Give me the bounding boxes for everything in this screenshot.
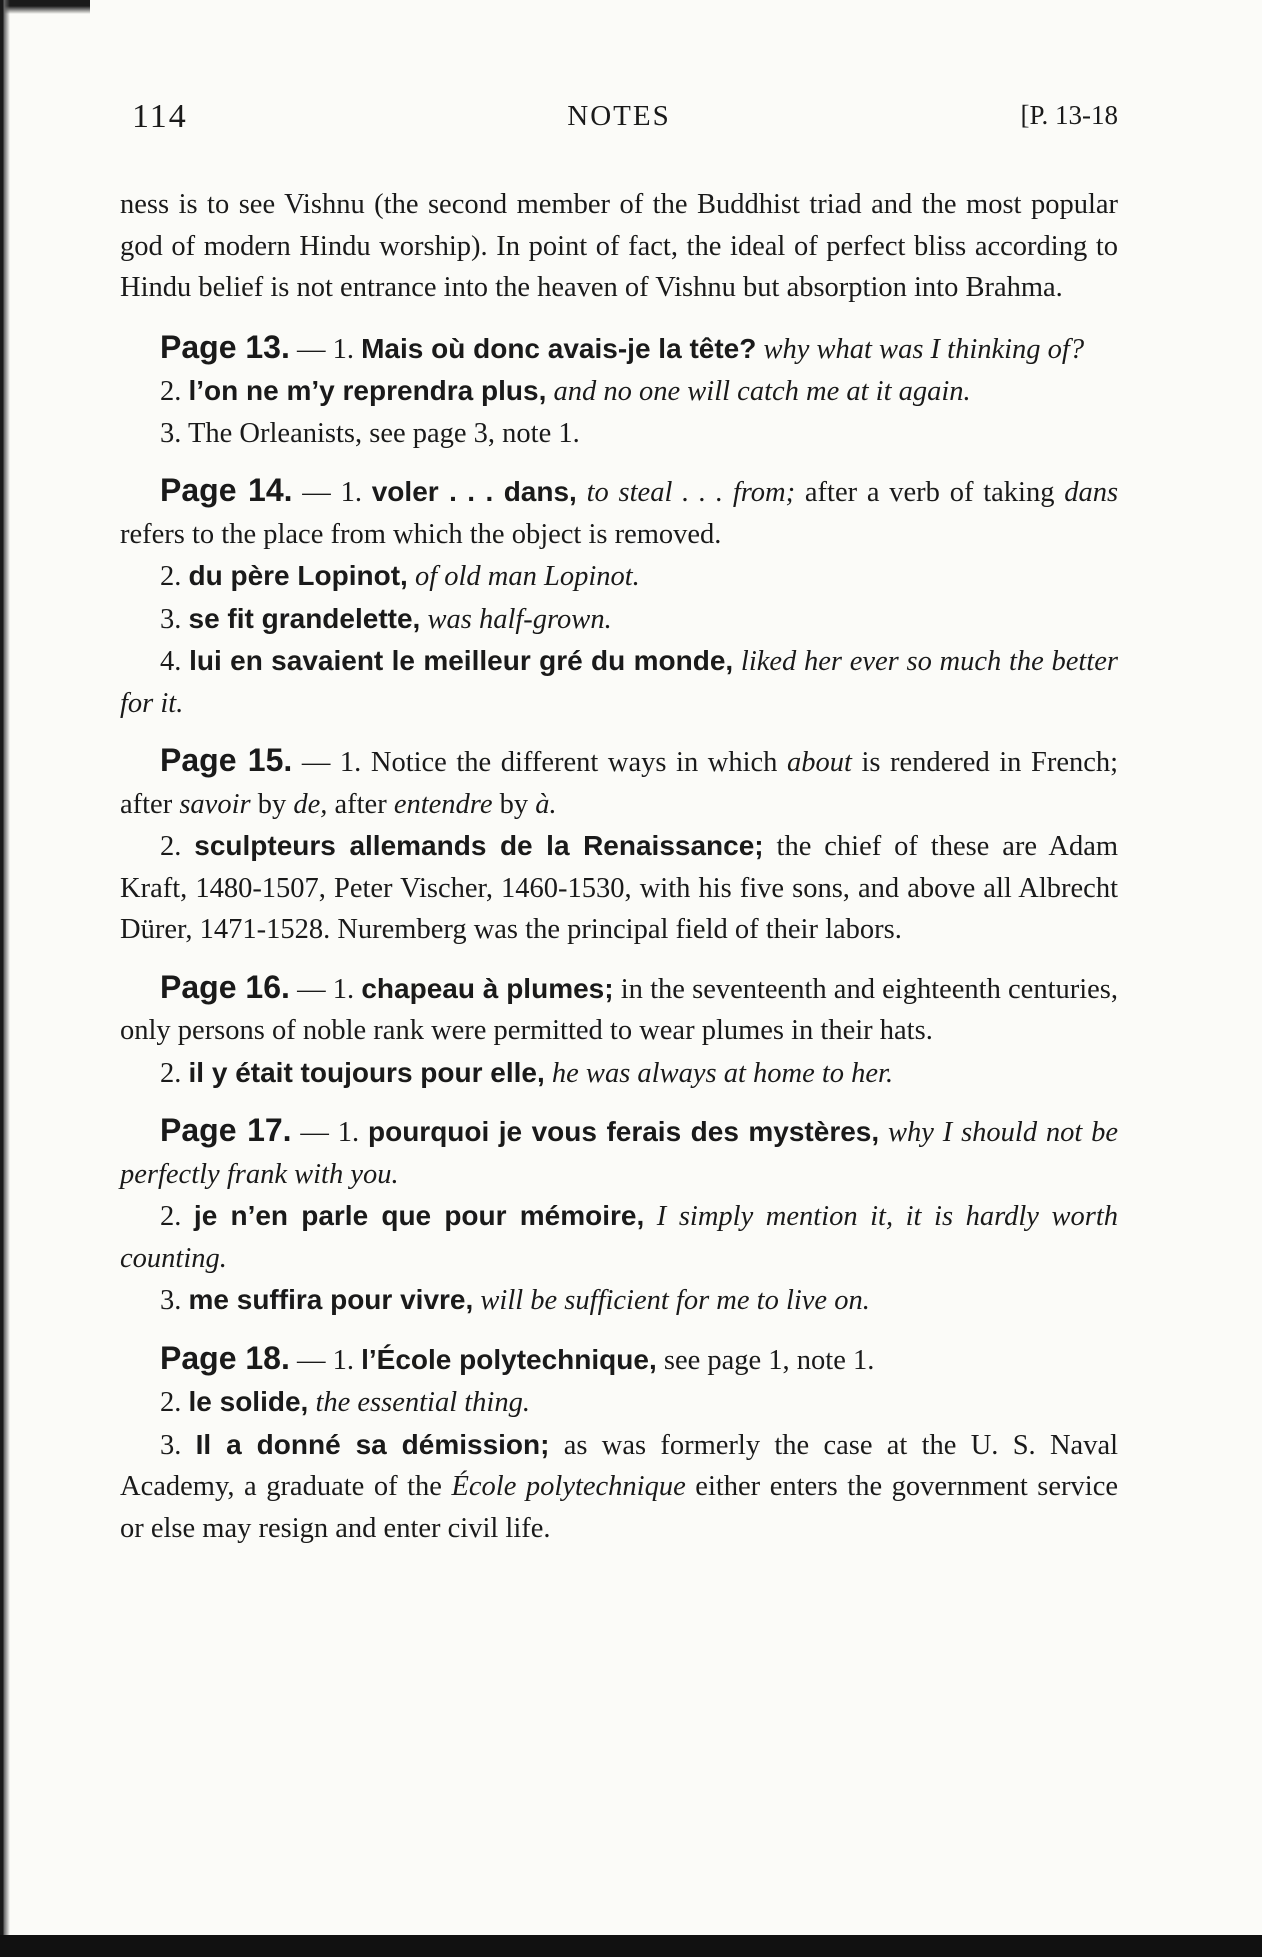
emphasis: de,: [293, 788, 328, 820]
note-18-3: [120, 1424, 1118, 1550]
notes-page-13: [120, 327, 1118, 455]
note-14-2: [120, 555, 1118, 598]
french-phrase: Il a donné sa démission;: [195, 1428, 550, 1460]
translation: why what was I thinking of?: [763, 333, 1085, 365]
note-number: 2.: [160, 1387, 182, 1418]
section-label: Page 16.: [160, 968, 290, 1005]
note-number: — 1.: [301, 747, 362, 778]
running-header: [120, 98, 1118, 138]
note-number: 2.: [160, 831, 182, 862]
intro-paragraph: ness is to see Vishnu (the second member of the Buddhist triad and the most popular god of modern Hindu worship). In point of fact, the ideal of perfect bliss according to Hindu belief is not entrance into the heaven of Vishnu but absorption into Brahma.: [120, 189, 1118, 303]
french-phrase: il y était toujours pour elle,: [188, 1056, 545, 1088]
note-text: after: [334, 788, 387, 820]
french-phrase: pourquoi je vous ferais des mystères,: [367, 1116, 880, 1147]
notes-page-15: [120, 740, 1118, 951]
note-number: 3.: [160, 417, 182, 449]
note-14-3: [120, 598, 1118, 641]
translation: why I should not be perfectly frank with you.: [120, 1117, 1119, 1190]
section-label: Page 18.: [160, 1339, 290, 1376]
note-number: 2.: [160, 1057, 182, 1089]
note-17-3: [120, 1279, 1118, 1322]
note-number: 2.: [160, 561, 182, 592]
note-text: as was formerly the case at the U. S. Naval Academy, a graduate of the: [120, 1429, 1119, 1502]
translation: of old man Lopinot.: [414, 561, 640, 592]
scan-edge-top: [0, 0, 90, 14]
note-number: 3.: [160, 603, 182, 635]
notes-page-17: [120, 1110, 1118, 1322]
translation: was half-grown.: [427, 603, 612, 635]
notes-page-14: [120, 470, 1118, 724]
note-text: in the seventeenth and eighteenth centuries, only persons of noble rank were permitted to wear plumes in their hats.: [120, 973, 1119, 1046]
note-number: 3.: [160, 1429, 182, 1461]
note-16-2: [120, 1052, 1118, 1095]
section-label: Page 15.: [160, 742, 293, 778]
notes-page-18: [120, 1338, 1118, 1550]
note-text: after a verb of taking: [804, 477, 1055, 508]
note-text: the chief of these are Adam Kraft, 1480-1507, Peter Vischer, 1460-1530, with his five sons, and above all Albrecht Dürer, 1471-1528. Nuremberg was the principal field of their labors.: [120, 831, 1119, 945]
french-phrase: voler . . . dans,: [371, 476, 577, 507]
note-14-4: [120, 640, 1118, 724]
scan-edge-left: [0, 0, 10, 1957]
note-15-2: [120, 825, 1118, 951]
notes-page-16: [120, 967, 1118, 1095]
section-label: Page 13.: [160, 328, 290, 365]
french-phrase: me suffira pour vivre,: [188, 1284, 474, 1315]
note-number: — 1.: [296, 333, 354, 365]
translation: will be sufficient for me to live on.: [480, 1285, 870, 1316]
translation: and no one will catch me at it again.: [553, 376, 971, 407]
note-number: 4.: [160, 646, 182, 677]
note-number: — 1.: [300, 1117, 360, 1148]
french-phrase: lui en savaient le meilleur gré du monde,: [189, 645, 734, 676]
note-number: — 1.: [296, 1344, 354, 1376]
french-phrase: je n’en parle que pour mémoire,: [193, 1200, 645, 1231]
note-text: by: [257, 788, 287, 820]
french-phrase: l’on ne m’y reprendra plus,: [188, 375, 547, 406]
scan-edge-bottom: [0, 1935, 1262, 1957]
book-page: [120, 98, 1118, 1549]
note-text: Notice the different ways in which: [370, 747, 778, 778]
note-text: either enters the government service or else may resign and enter civil life.: [120, 1471, 1119, 1544]
translation: he was always at home to her.: [551, 1057, 894, 1089]
translation: to steal . . . from;: [586, 477, 796, 508]
french-phrase: se fit grandelette,: [188, 602, 421, 634]
note-number: 2.: [160, 1201, 182, 1232]
note-14-1: [120, 470, 1118, 555]
page-range: [P. 13-18: [1020, 100, 1118, 130]
translation: the essential thing.: [315, 1387, 530, 1418]
note-17-2: [120, 1195, 1118, 1279]
emphasis: about: [786, 747, 852, 778]
french-phrase: Mais où donc avais-je la tête?: [361, 332, 757, 364]
translation: I simply mention it, it is hardly worth counting.: [120, 1201, 1118, 1274]
emphasis: entendre: [393, 788, 493, 820]
running-title: NOTES: [567, 100, 671, 132]
note-text: see page 1, note 1.: [663, 1344, 875, 1376]
note-15-1: [120, 740, 1118, 825]
section-label: Page 17.: [160, 1112, 292, 1148]
note-number: 2.: [160, 376, 182, 407]
note-text: The Orleanists, see page 3, note 1.: [188, 417, 580, 449]
emphasis: dans: [1064, 477, 1119, 508]
french-phrase: l’École polytechnique,: [361, 1343, 657, 1375]
french-phrase: chapeau à plumes;: [361, 972, 614, 1004]
note-17-1: [120, 1110, 1118, 1195]
note-13-2: [120, 370, 1118, 413]
french-phrase: sculpteurs allemands de la Renaissance;: [194, 830, 764, 861]
note-18-2: [120, 1381, 1118, 1424]
note-13-3: [120, 413, 1118, 455]
note-text: refers to the place from which the object is removed.: [120, 518, 722, 550]
note-18-1: [120, 1338, 1118, 1382]
section-label: Page 14.: [160, 472, 293, 508]
french-phrase: du père Lopinot,: [188, 560, 408, 591]
note-number: — 1.: [302, 477, 362, 508]
emphasis: École polytechnique: [451, 1471, 686, 1502]
note-text: by: [499, 788, 529, 820]
note-number: 3.: [160, 1285, 182, 1316]
emphasis: à.: [535, 788, 557, 820]
page-number: 114: [132, 98, 188, 135]
note-13-1: [120, 327, 1118, 371]
translation: liked her ever so much the better for it.: [120, 646, 1118, 719]
french-phrase: le solide,: [188, 1386, 309, 1417]
note-text: is rendered in French; after: [120, 747, 1119, 820]
note-16-1: [120, 967, 1118, 1052]
emphasis: savoir: [179, 788, 251, 820]
note-number: — 1.: [297, 973, 355, 1005]
